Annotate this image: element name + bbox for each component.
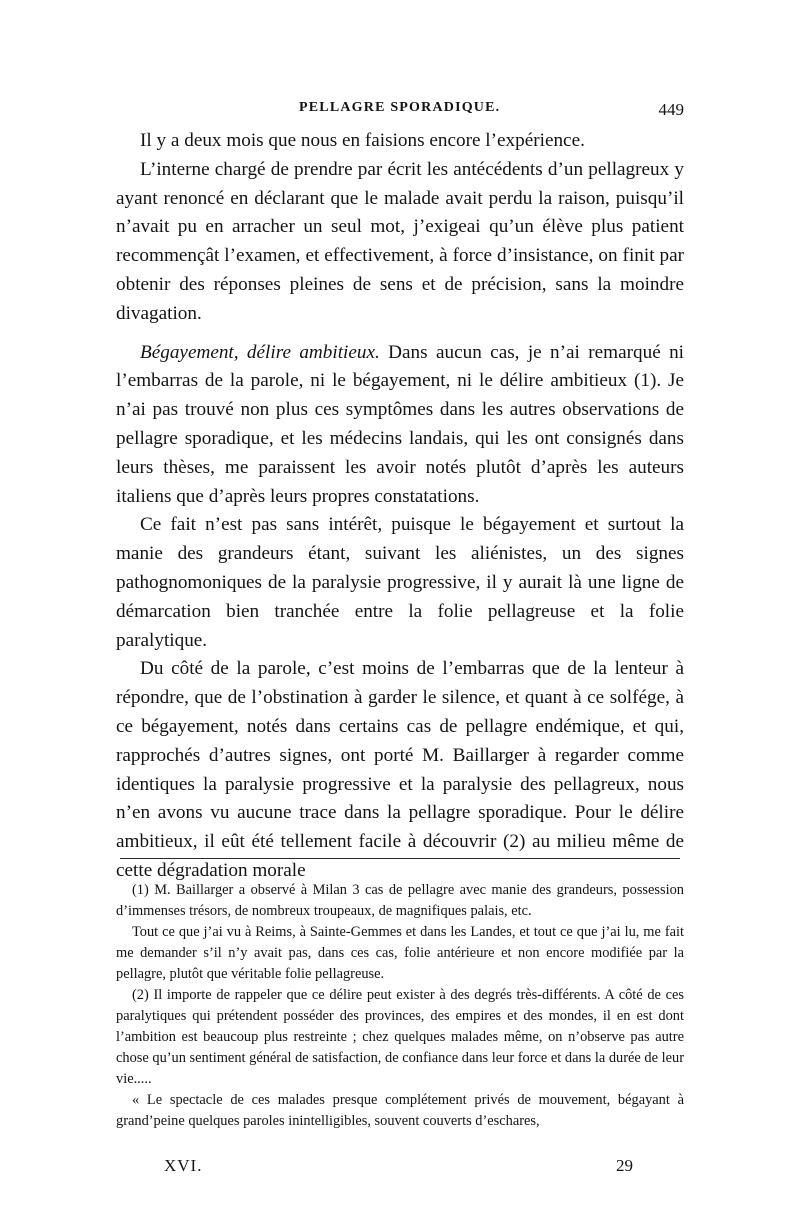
main-text: [116, 127, 684, 886]
page-number: 449: [658, 100, 684, 119]
sheet-number: 29: [616, 1156, 633, 1175]
footnote-2-quotation: « Le spectacle de ces malades presque complétement privés de mouvement, bégayant à grand’peine quelques paroles inintelligibles, souvent couverts d’eschares,: [116, 1092, 684, 1129]
footnotes: [116, 880, 684, 1132]
page-footer: [116, 1156, 684, 1180]
paragraph-3-text: Dans aucun cas, je n’ai remarqué ni l’embarras de la parole, ni le bégayement, ni le délire ambitieux (1). Je n’ai pas trouvé non plus ces symptômes dans les autres observations de pellagre sporadique, et les médecins landais, qui les ont consignés dans leurs thèses, me paraissent les avoir notés plutôt d’après les auteurs italiens que d’après leurs propres constatations.: [116, 341, 685, 507]
footnote-2: (2) Il importe de rappeler que ce délire peut exister à des degrés très-différents. A côté de ces paralytiques qui prétendent posséder des provinces, des empires et des mondes, il en est dont l’ambition est beaucoup plus restreinte ; chez quelques malades même, on n’observe pas autre chose qu’un sentiment général de satisfaction, de confiance dans leur force et dans la durée de leur vie.....: [116, 987, 684, 1087]
page-header: [116, 100, 684, 120]
footnote-separator: [120, 858, 680, 859]
footnote-1-continuation: Tout ce que j’ai vu à Reims, à Sainte-Gemmes et dans les Landes, et tout ce que j’ai lu, me fait me demander s’il n’y avait pas, dans ces cas, folie antérieure et non encore modifiée par la pellagre, plutôt que véritable folie pellagreuse.: [116, 924, 684, 982]
paragraph-2: L’interne chargé de prendre par écrit les antécédents d’un pellagreux y ayant renoncé en déclarant que le malade avait perdu la raison, puisqu’il n’avait pu en arracher un seul mot, j’exigeai qu’un élève plus patient recommençât l’examen, et effectivement, à force d’insistance, on finit par obtenir des réponses pleines de sens et de précision, sans la moindre divagation.: [116, 158, 684, 324]
paragraph-3: [116, 339, 684, 512]
footnote-1: (1) M. Baillarger a observé à Milan 3 cas de pellagre avec manie des grandeurs, possession d’immenses trésors, de nombreux troupeaux, de magnifiques palais, etc.: [116, 882, 684, 919]
paragraph-3-runin-heading: Bégayement, délire ambitieux.: [140, 341, 380, 363]
running-title: PELLAGRE SPORADIQUE.: [299, 100, 501, 115]
paragraph-4: Ce fait n’est pas sans intérêt, puisque le bégayement et surtout la manie des grandeurs étant, suivant les aliénistes, un des signes pathognomoniques de la paralysie progressive, il y aurait là une ligne de démarcation bien tranchée entre la folie pellagreuse et la folie paralytique.: [116, 514, 684, 651]
book-page: [116, 0, 684, 1215]
paragraph-5: Du côté de la parole, c’est moins de l’embarras que de la lenteur à répondre, que de l’obstination à garder le silence, et quant à ce solfége, à ce bégayement, notés dans certains cas de pellagre endémique, et qui, rapprochés d’autres signes, ont porté M. Baillarger à regarder comme identiques la paralysie progressive et la paralysie des pellagreux, nous n’en avons vu aucune trace dans la pellagre sporadique. Pour le délire ambitieux, il eût été tellement facile à découvrir (2) au milieu même de cette dégradation morale: [116, 658, 684, 881]
paragraph-1: Il y a deux mois que nous en faisions encore l’expérience.: [140, 130, 585, 151]
signature-mark: XVI.: [164, 1156, 203, 1175]
